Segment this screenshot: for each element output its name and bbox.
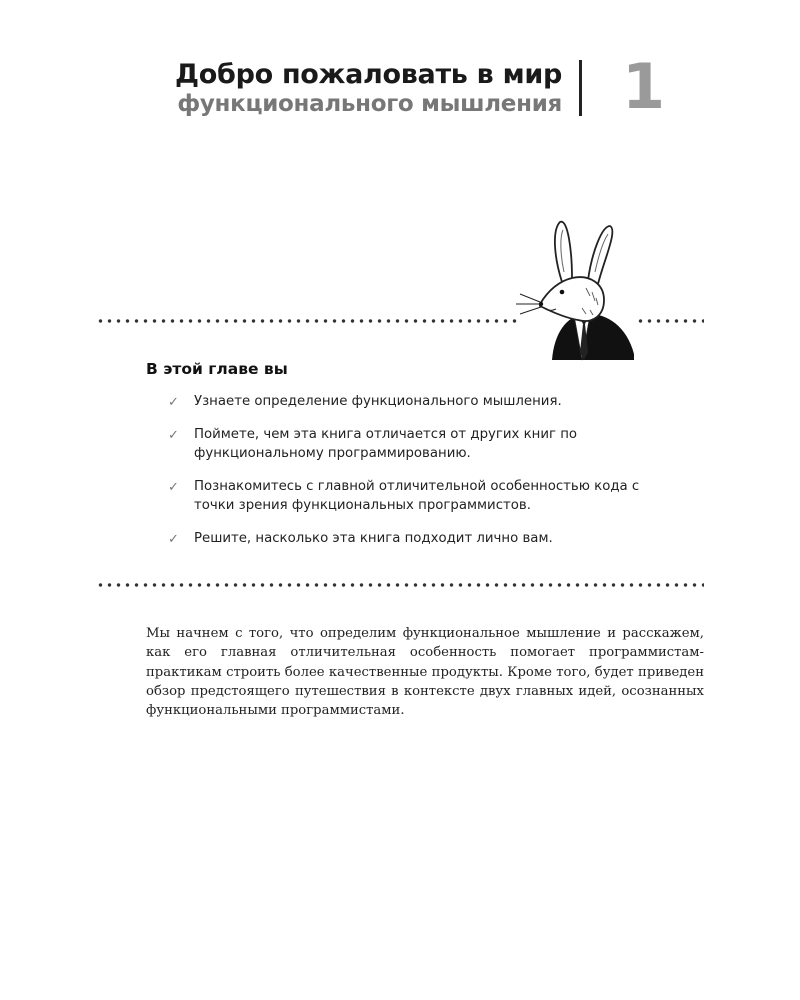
list-item <box>168 477 644 515</box>
list-item <box>168 425 634 463</box>
top-dotted-divider-right <box>636 319 704 323</box>
list-item-text: Поймете, чем эта книга отличается от других книг по функциональному программированию. <box>194 427 578 461</box>
list-item <box>168 392 706 411</box>
chapter-goals <box>146 360 706 562</box>
list-item <box>168 529 706 548</box>
rabbit-mascot-icon <box>500 212 650 362</box>
chapter-title-line2: функционального мышления <box>177 91 562 117</box>
list-item-text: Узнаете определение функционального мышления. <box>194 394 562 409</box>
title-divider-bar <box>579 60 582 116</box>
chapter-goals-heading: В этой главе вы <box>146 360 288 378</box>
bottom-dotted-divider <box>96 583 704 587</box>
intro-paragraph: Мы начнем с того, что определим функциональное мышление и расскажем, как его главная отличительная особенность помогает программистам-практикам строить более качественные продукты. Кроме того, будет приведен обзор предстоящего путешествия в контексте двух главных идей, осознанных функциональными программистами. <box>146 626 704 719</box>
chapter-number: 1 <box>622 50 666 123</box>
top-dotted-divider <box>96 319 518 323</box>
list-item-text: Познакомитесь с главной отличительной особенностью кода с точки зрения функциональных программистов. <box>194 479 640 513</box>
chapter-header <box>0 50 800 128</box>
chapter-goals-list <box>146 392 706 548</box>
check-icon: ✓ <box>168 395 179 410</box>
check-icon: ✓ <box>168 532 179 547</box>
chapter-title-line1: Добро пожаловать в мир <box>175 59 562 90</box>
list-item-text: Решите, насколько эта книга подходит лично вам. <box>194 531 553 546</box>
check-icon: ✓ <box>168 428 179 443</box>
check-icon: ✓ <box>168 480 179 495</box>
chapter-title <box>175 58 562 118</box>
